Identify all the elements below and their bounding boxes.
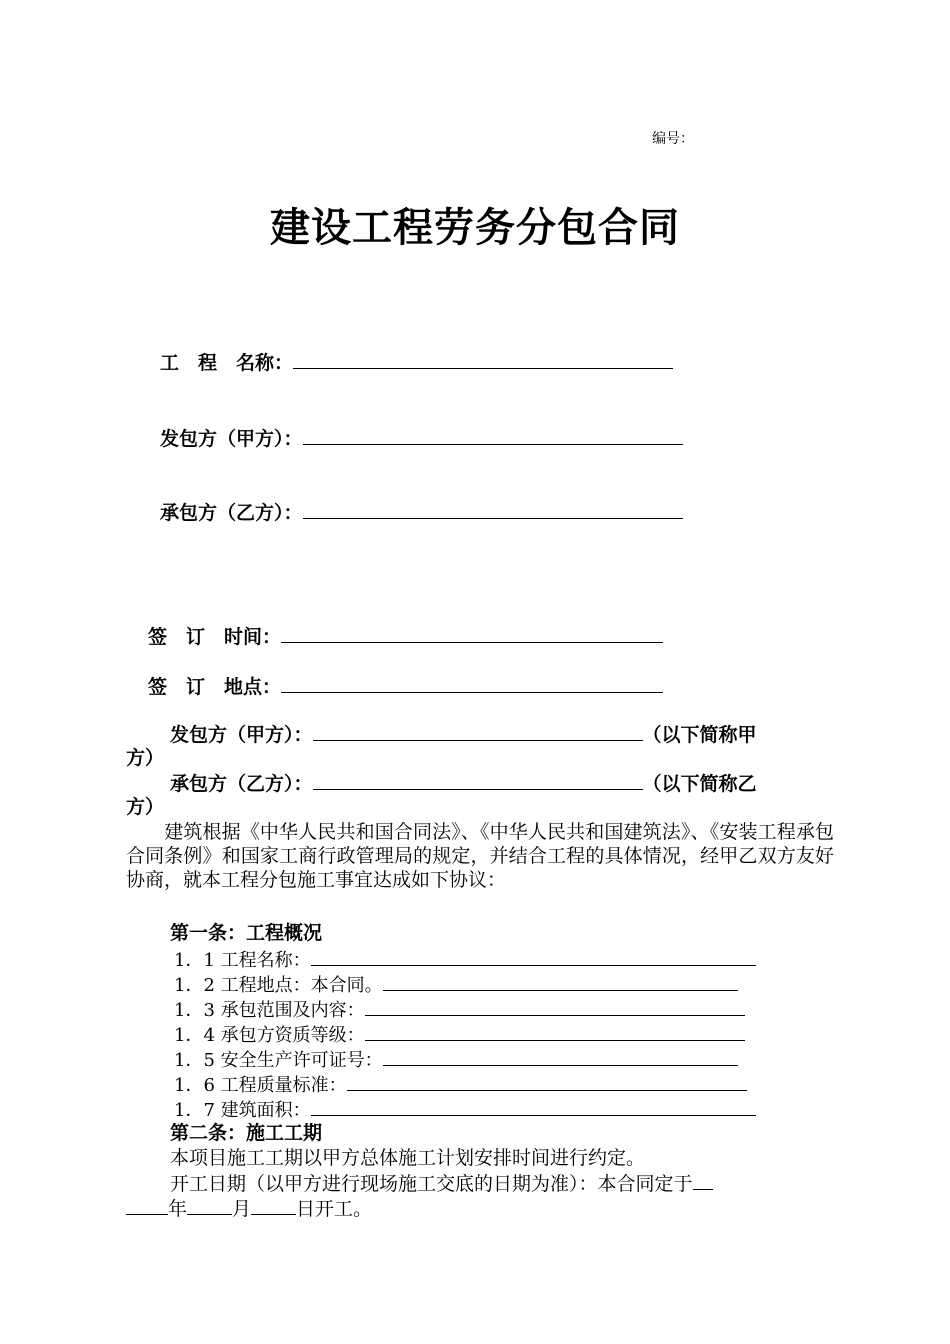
serial-number-label: 编号： [652, 131, 694, 147]
article1-item-4-label: 1．4 承包方资质等级： [174, 1025, 365, 1046]
article1-item-6-label: 1．6 工程质量标准： [174, 1075, 347, 1096]
day-label: 日开工。 [296, 1198, 373, 1220]
start-date-line [126, 1196, 372, 1221]
article1-item-7 [174, 1096, 756, 1122]
parties-a-wrap: 方） [126, 747, 165, 769]
article1-item-5-label: 1．5 安全生产许可证号： [174, 1050, 383, 1071]
contract-title: 建设工程劳务分包合同 [270, 205, 680, 251]
sign-place-field [148, 672, 663, 699]
article1-item-1-blank[interactable] [311, 947, 756, 966]
parties-a-blank[interactable] [313, 722, 643, 741]
article1-item-3-blank[interactable] [365, 997, 745, 1016]
sign-place-blank[interactable] [281, 674, 663, 693]
parties-b-line [170, 771, 757, 796]
parties-b-suffix: （以下简称乙 [642, 773, 757, 795]
party-a-label: 发包方（甲方）： [160, 428, 303, 450]
article1-item-5-blank[interactable] [383, 1047, 738, 1066]
article1-item-3 [174, 996, 745, 1022]
article2-text1: 本项目施工工期以甲方总体施工计划安排时间进行约定。 [170, 1147, 646, 1169]
project-name-field [160, 348, 673, 375]
parties-b-label: 承包方（乙方）： [170, 773, 313, 795]
month-label: 月 [232, 1198, 252, 1220]
party-b-label: 承包方（乙方）： [160, 502, 303, 524]
sign-time-label: 签 订 时间： [148, 626, 282, 648]
sign-time-blank[interactable] [281, 624, 663, 643]
project-name-label: 工 程 名称： [160, 352, 294, 374]
parties-b-wrap: 方） [126, 796, 165, 818]
article1-item-7-blank[interactable] [311, 1097, 756, 1116]
sign-time-field [148, 622, 663, 649]
article1-item-2-blank[interactable] [383, 972, 738, 991]
parties-a-label: 发包方（甲方）： [170, 724, 313, 746]
party-a-blank[interactable] [303, 426, 683, 445]
start-date-year-blank-b[interactable] [126, 1196, 168, 1215]
start-date-year-blank-a[interactable] [693, 1171, 713, 1190]
article1-heading: 第一条：工程概况 [170, 922, 323, 944]
year-label: 年 [168, 1198, 188, 1220]
article1-item-2 [174, 971, 738, 997]
party-b-field [160, 498, 683, 525]
intro-paragraph: 建筑根据《中华人民共和国合同法》、《中华人民共和国建筑法》、《安装工程承包合同条例》和国家工商行政管理局的规定，并结合工程的具体情况，经甲乙双方友好协商，就本工程分包施工事宜达成如下协议： [126, 821, 834, 891]
article1-item-1-label: 1．1 工程名称： [174, 950, 311, 971]
article1-item-6 [174, 1071, 747, 1097]
sign-place-label: 签 订 地点： [148, 676, 282, 698]
start-date-day-blank[interactable] [251, 1196, 296, 1215]
article2-text2: 开工日期（以甲方进行现场施工交底的日期为准）：本合同定于 [170, 1173, 693, 1195]
start-date-month-blank[interactable] [187, 1196, 232, 1215]
article2-text2-line [170, 1171, 713, 1196]
project-name-blank[interactable] [293, 350, 673, 369]
article2-heading: 第二条：施工工期 [170, 1122, 323, 1144]
article1-item-4 [174, 1021, 745, 1047]
parties-a-suffix: （以下简称甲 [642, 724, 757, 746]
article1-item-3-label: 1．3 承包范围及内容： [174, 1000, 365, 1021]
article1-item-4-blank[interactable] [365, 1022, 745, 1041]
article1-item-2-label: 1．2 工程地点：本合同。 [174, 975, 383, 996]
article1-item-6-blank[interactable] [347, 1072, 747, 1091]
party-a-field [160, 424, 683, 451]
party-b-blank[interactable] [303, 500, 683, 519]
article1-item-5 [174, 1046, 738, 1072]
parties-a-line [170, 722, 757, 747]
article1-item-1 [174, 946, 756, 972]
parties-b-blank[interactable] [313, 771, 643, 790]
article1-item-7-label: 1．7 建筑面积： [174, 1100, 311, 1121]
